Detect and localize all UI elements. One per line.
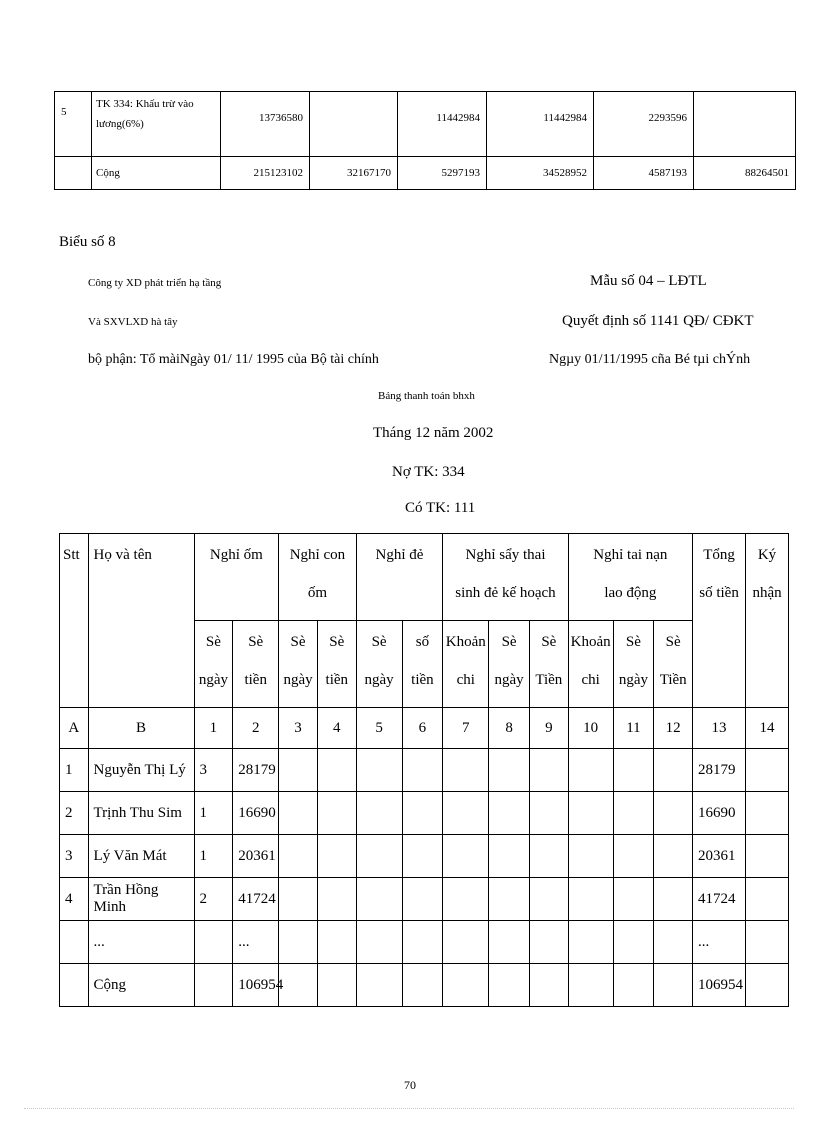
index-cell: 8 bbox=[489, 708, 530, 749]
empty-cell bbox=[489, 835, 530, 878]
header-line: Sè bbox=[541, 634, 557, 650]
value-cell: 32167170 bbox=[310, 157, 398, 190]
header-line: chi bbox=[581, 672, 600, 688]
empty-cell bbox=[402, 878, 443, 921]
header-line: ngày bbox=[494, 672, 524, 688]
signature-cell bbox=[746, 878, 789, 921]
empty-cell bbox=[654, 835, 693, 878]
sick-days-cell bbox=[194, 921, 233, 964]
header-line: Khoản bbox=[445, 634, 486, 650]
index-cell: 1 bbox=[194, 708, 233, 749]
signature-cell bbox=[746, 749, 789, 792]
empty-cell bbox=[568, 835, 613, 878]
total-cell: 16690 bbox=[693, 792, 746, 835]
stt-cell bbox=[60, 964, 89, 1007]
empty-cell bbox=[402, 964, 443, 1007]
header-line: ngày bbox=[618, 672, 648, 688]
col-name-header: Họ và tên bbox=[88, 534, 194, 708]
col-miscarriage-header bbox=[443, 534, 568, 621]
empty-cell bbox=[356, 921, 402, 964]
header-line: Tiền bbox=[659, 672, 687, 688]
value-cell: 4587193 bbox=[594, 157, 694, 190]
total-cell: 20361 bbox=[693, 835, 746, 878]
department: bộ phận: Tổ màiNgày 01/ 11/ 1995 của Bộ tài chính bbox=[88, 352, 379, 367]
value-cell: 11442984 bbox=[398, 92, 487, 157]
header-line: số bbox=[415, 634, 430, 650]
empty-cell bbox=[613, 921, 654, 964]
empty-cell bbox=[279, 792, 318, 835]
stt-cell bbox=[60, 921, 89, 964]
table-row bbox=[60, 878, 789, 921]
empty-cell bbox=[317, 835, 356, 878]
empty-cell bbox=[317, 878, 356, 921]
header-line: Sè bbox=[290, 634, 306, 650]
empty-cell bbox=[279, 749, 318, 792]
subheader-cell bbox=[613, 621, 654, 708]
empty-cell bbox=[443, 921, 489, 964]
empty-cell bbox=[443, 792, 489, 835]
label-cell bbox=[92, 92, 221, 157]
sick-amount-cell: 41724 bbox=[233, 878, 279, 921]
empty-cell bbox=[654, 878, 693, 921]
company-name-line2: Và SXVLXD hà tây bbox=[88, 316, 178, 328]
index-cell: 10 bbox=[568, 708, 613, 749]
stt-cell: 5 bbox=[55, 92, 92, 157]
page-number: 70 bbox=[404, 1078, 416, 1092]
empty-cell bbox=[529, 964, 568, 1007]
empty-cell bbox=[317, 964, 356, 1007]
value-cell: 13736580 bbox=[221, 92, 310, 157]
name-cell: ... bbox=[88, 921, 194, 964]
label-cell: Cộng bbox=[92, 157, 221, 190]
subheader-cell bbox=[654, 621, 693, 708]
col-maternity-header: Nghỉ đẻ bbox=[356, 534, 443, 621]
debit-account: Nợ TK: 334 bbox=[392, 464, 465, 480]
header-line: sinh đẻ kế hoạch bbox=[455, 585, 556, 601]
empty-cell bbox=[279, 921, 318, 964]
header-line: Sè bbox=[371, 634, 387, 650]
index-row bbox=[60, 708, 789, 749]
name-cell: Trần Hồng Minh bbox=[88, 878, 194, 921]
sick-days-cell: 2 bbox=[194, 878, 233, 921]
index-cell: 2 bbox=[233, 708, 279, 749]
empty-cell bbox=[279, 964, 318, 1007]
index-cell: 5 bbox=[356, 708, 402, 749]
signature-cell bbox=[746, 835, 789, 878]
value-cell: 34528952 bbox=[487, 157, 594, 190]
index-cell: 6 bbox=[402, 708, 443, 749]
empty-cell bbox=[654, 921, 693, 964]
index-cell: 3 bbox=[279, 708, 318, 749]
sick-amount-cell: 16690 bbox=[233, 792, 279, 835]
col-sick-header: Nghỉ ốm bbox=[194, 534, 279, 621]
index-cell: 13 bbox=[693, 708, 746, 749]
empty-cell bbox=[443, 749, 489, 792]
bhxh-payment-table bbox=[59, 533, 789, 1007]
index-cell: A bbox=[60, 708, 89, 749]
header-line: nhận bbox=[752, 585, 782, 601]
empty-cell bbox=[489, 964, 530, 1007]
name-cell: Trịnh Thu Sim bbox=[88, 792, 194, 835]
header-line: ngày bbox=[364, 672, 394, 688]
index-cell: B bbox=[88, 708, 194, 749]
empty-cell bbox=[489, 792, 530, 835]
header-line: Tổng bbox=[703, 547, 735, 563]
empty-cell bbox=[402, 749, 443, 792]
table-row bbox=[60, 835, 789, 878]
value-cell: 5297193 bbox=[398, 157, 487, 190]
empty-cell bbox=[529, 921, 568, 964]
empty-cell bbox=[613, 878, 654, 921]
stt-cell: 1 bbox=[60, 749, 89, 792]
name-cell: Lý Văn Mát bbox=[88, 835, 194, 878]
total-cell: 28179 bbox=[693, 749, 746, 792]
header-line: tiền bbox=[325, 672, 349, 688]
empty-cell bbox=[489, 921, 530, 964]
subheader-cell bbox=[194, 621, 233, 708]
empty-cell bbox=[613, 749, 654, 792]
signature-cell bbox=[746, 792, 789, 835]
header-line: Nghỉ tai nạn bbox=[593, 547, 668, 563]
value-cell: 11442984 bbox=[487, 92, 594, 157]
subheader-cell bbox=[529, 621, 568, 708]
empty-cell bbox=[654, 792, 693, 835]
month-line: Tháng 12 năm 2002 bbox=[373, 425, 494, 441]
header-line: Sè bbox=[329, 634, 345, 650]
col-total-header bbox=[693, 534, 746, 708]
empty-cell bbox=[356, 792, 402, 835]
header-line: chi bbox=[456, 672, 475, 688]
signature-cell bbox=[746, 921, 789, 964]
table-row bbox=[55, 157, 796, 190]
header-line: Sè bbox=[501, 634, 517, 650]
decision-date: Ngµy 01/11/1995 cña Bé tµi chÝnh bbox=[549, 352, 751, 367]
value-cell bbox=[694, 92, 796, 157]
name-cell: Nguyễn Thị Lý bbox=[88, 749, 194, 792]
index-cell: 7 bbox=[443, 708, 489, 749]
empty-cell bbox=[529, 792, 568, 835]
empty-cell bbox=[356, 878, 402, 921]
header-line: Sè bbox=[205, 634, 221, 650]
header-line: Tiền bbox=[535, 672, 563, 688]
empty-cell bbox=[279, 878, 318, 921]
top-summary-table bbox=[54, 91, 796, 190]
credit-account: Có TK: 111 bbox=[405, 500, 476, 516]
empty-cell bbox=[568, 964, 613, 1007]
empty-cell bbox=[443, 878, 489, 921]
empty-cell bbox=[529, 878, 568, 921]
header-line: Sè bbox=[625, 634, 641, 650]
sick-days-cell bbox=[194, 964, 233, 1007]
subheader-cell bbox=[317, 621, 356, 708]
header-line: tiền bbox=[244, 672, 267, 688]
empty-cell bbox=[489, 749, 530, 792]
empty-cell bbox=[443, 964, 489, 1007]
sick-days-cell: 3 bbox=[194, 749, 233, 792]
empty-cell bbox=[402, 921, 443, 964]
subheader-cell bbox=[233, 621, 279, 708]
col-child-sick-header: Nghỉ con ốm bbox=[279, 534, 356, 621]
col-accident-header bbox=[568, 534, 692, 621]
empty-cell bbox=[402, 835, 443, 878]
col-stt-header: Stt bbox=[60, 534, 89, 708]
stt-cell: 3 bbox=[60, 835, 89, 878]
label-line: lương(6%) bbox=[96, 118, 144, 130]
stt-cell bbox=[55, 157, 92, 190]
data-rows bbox=[60, 749, 789, 1007]
empty-cell bbox=[568, 921, 613, 964]
empty-cell bbox=[568, 878, 613, 921]
col-sign-header bbox=[746, 534, 789, 708]
empty-cell bbox=[356, 835, 402, 878]
header-row bbox=[60, 534, 789, 621]
value-cell: 215123102 bbox=[221, 157, 310, 190]
index-cell: 11 bbox=[613, 708, 654, 749]
header-line: ngày bbox=[198, 672, 228, 688]
empty-cell bbox=[568, 792, 613, 835]
stt-cell: 4 bbox=[60, 878, 89, 921]
value-cell: 88264501 bbox=[694, 157, 796, 190]
company-name: Công ty XD phát triển hạ tầng bbox=[88, 277, 222, 289]
header-line: ngày bbox=[283, 672, 313, 688]
sick-days-cell: 1 bbox=[194, 792, 233, 835]
form-number: Mẫu số 04 – LĐTL bbox=[590, 273, 707, 289]
form-ref: Biểu số 8 bbox=[59, 234, 116, 250]
name-cell: Cộng bbox=[88, 964, 194, 1007]
empty-cell bbox=[317, 921, 356, 964]
subheader-cell bbox=[356, 621, 402, 708]
empty-cell bbox=[654, 964, 693, 1007]
subheader-cell bbox=[443, 621, 489, 708]
empty-cell bbox=[279, 835, 318, 878]
empty-cell bbox=[529, 835, 568, 878]
empty-cell bbox=[443, 835, 489, 878]
empty-cell bbox=[402, 792, 443, 835]
header-line: Sè bbox=[248, 634, 264, 650]
sick-amount-cell: 106954 bbox=[233, 964, 279, 1007]
sick-amount-cell: ... bbox=[233, 921, 279, 964]
empty-cell bbox=[613, 792, 654, 835]
empty-cell bbox=[613, 835, 654, 878]
empty-cell bbox=[317, 749, 356, 792]
table-row bbox=[60, 921, 789, 964]
total-cell: ... bbox=[693, 921, 746, 964]
total-cell: 106954 bbox=[693, 964, 746, 1007]
header-line: Nghỉ sẩy thai bbox=[465, 547, 546, 563]
empty-cell bbox=[356, 749, 402, 792]
table-row bbox=[60, 964, 789, 1007]
subheader-cell bbox=[489, 621, 530, 708]
header-line: Khoản bbox=[570, 634, 611, 650]
empty-cell bbox=[568, 749, 613, 792]
page-title: Bảng thanh toán bhxh bbox=[378, 390, 475, 402]
table-row bbox=[60, 792, 789, 835]
subheader-cell bbox=[568, 621, 613, 708]
empty-cell bbox=[613, 964, 654, 1007]
subheader-cell bbox=[402, 621, 443, 708]
index-cell: 4 bbox=[317, 708, 356, 749]
header-line: Ký bbox=[757, 547, 777, 563]
header-line: Sè bbox=[665, 634, 681, 650]
page-divider bbox=[24, 1108, 794, 1109]
index-cell: 12 bbox=[654, 708, 693, 749]
index-cell: 14 bbox=[746, 708, 789, 749]
subheader-cell bbox=[279, 621, 318, 708]
empty-cell bbox=[529, 749, 568, 792]
empty-cell bbox=[356, 964, 402, 1007]
index-cell: 9 bbox=[529, 708, 568, 749]
sick-amount-cell: 20361 bbox=[233, 835, 279, 878]
sick-days-cell: 1 bbox=[194, 835, 233, 878]
empty-cell bbox=[317, 792, 356, 835]
decision: Quyết định số 1141 QĐ/ CĐKT bbox=[562, 313, 754, 329]
sick-amount-cell: 28179 bbox=[233, 749, 279, 792]
stt-cell: 2 bbox=[60, 792, 89, 835]
header-line: số tiền bbox=[699, 585, 739, 601]
value-cell bbox=[310, 92, 398, 157]
table-row bbox=[55, 92, 796, 157]
total-cell: 41724 bbox=[693, 878, 746, 921]
label-line: TK 334: Khấu trừ vào bbox=[96, 98, 194, 110]
header-line: lao động bbox=[604, 585, 657, 601]
empty-cell bbox=[489, 878, 530, 921]
signature-cell bbox=[746, 964, 789, 1007]
empty-cell bbox=[654, 749, 693, 792]
header-line: tiền bbox=[411, 672, 434, 688]
table-row bbox=[60, 749, 789, 792]
value-cell: 2293596 bbox=[594, 92, 694, 157]
